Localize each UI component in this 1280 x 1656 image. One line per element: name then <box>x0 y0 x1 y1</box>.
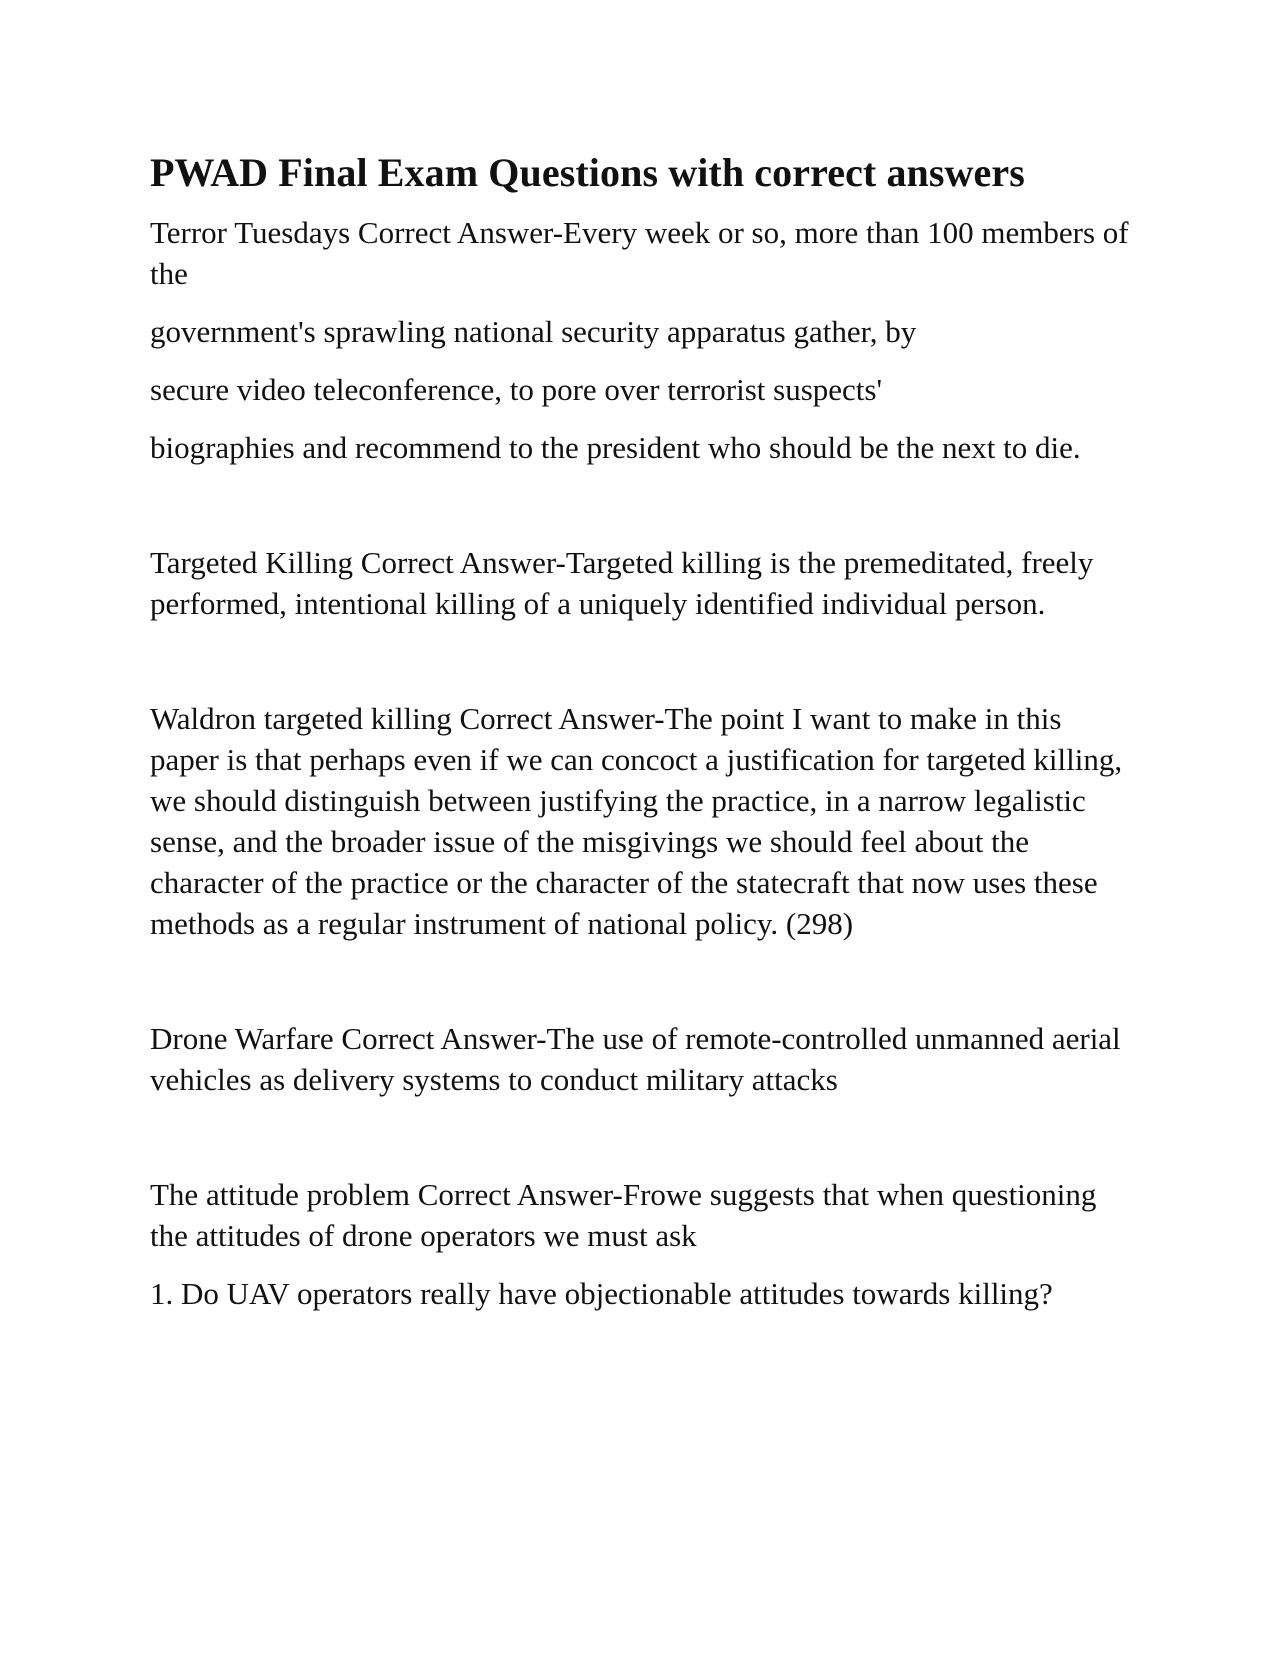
entry-targeted-killing <box>150 542 1135 624</box>
entry-paragraph: government's sprawling national security apparatus gather, by <box>150 314 917 349</box>
entry-paragraph: secure video teleconference, to pore over terrorist suspects' <box>150 372 883 407</box>
entry-paragraph: 1. Do UAV operators really have objectionable attitudes towards killing? <box>150 1276 1053 1311</box>
entry-waldron-targeted-killing <box>150 698 1135 944</box>
document-title: PWAD Final Exam Questions with correct answers <box>150 150 1025 195</box>
entry-paragraph: biographies and recommend to the president who should be the next to die. <box>150 430 1081 465</box>
paragraph-gap <box>150 624 1135 698</box>
entry-attitude-problem <box>150 1174 1135 1314</box>
paragraph-gap <box>150 1100 1135 1174</box>
paragraph-gap <box>150 468 1135 542</box>
document-page <box>150 148 1135 1314</box>
entry-paragraph: Targeted Killing Correct Answer-Targeted killing is the premeditated, freely performed, intentional killing of a uniquely identified individual person. <box>150 545 1094 621</box>
entry-drone-warfare <box>150 1018 1135 1100</box>
paragraph-gap <box>150 944 1135 1018</box>
entry-paragraph: The attitude problem Correct Answer-Frowe suggests that when questioning the attitudes of drone operators we must ask <box>150 1177 1097 1253</box>
entry-terror-tuesdays <box>150 212 1135 468</box>
entry-paragraph: Terror Tuesdays Correct Answer-Every week or so, more than 100 members of the <box>150 215 1129 291</box>
entry-paragraph: Waldron targeted killing Correct Answer-The point I want to make in this paper is that perhaps even if we can concoct a justification for targeted killing, we should distinguish between justifying the practice, in a narrow legalistic sense, and the broader issue of the misgivings we should feel about the character of the practice or the character of the statecraft that now uses these methods as a regular instrument of national policy. (298) <box>150 701 1123 941</box>
entry-paragraph: Drone Warfare Correct Answer-The use of remote-controlled unmanned aerial vehicles as delivery systems to conduct military attacks <box>150 1021 1121 1097</box>
